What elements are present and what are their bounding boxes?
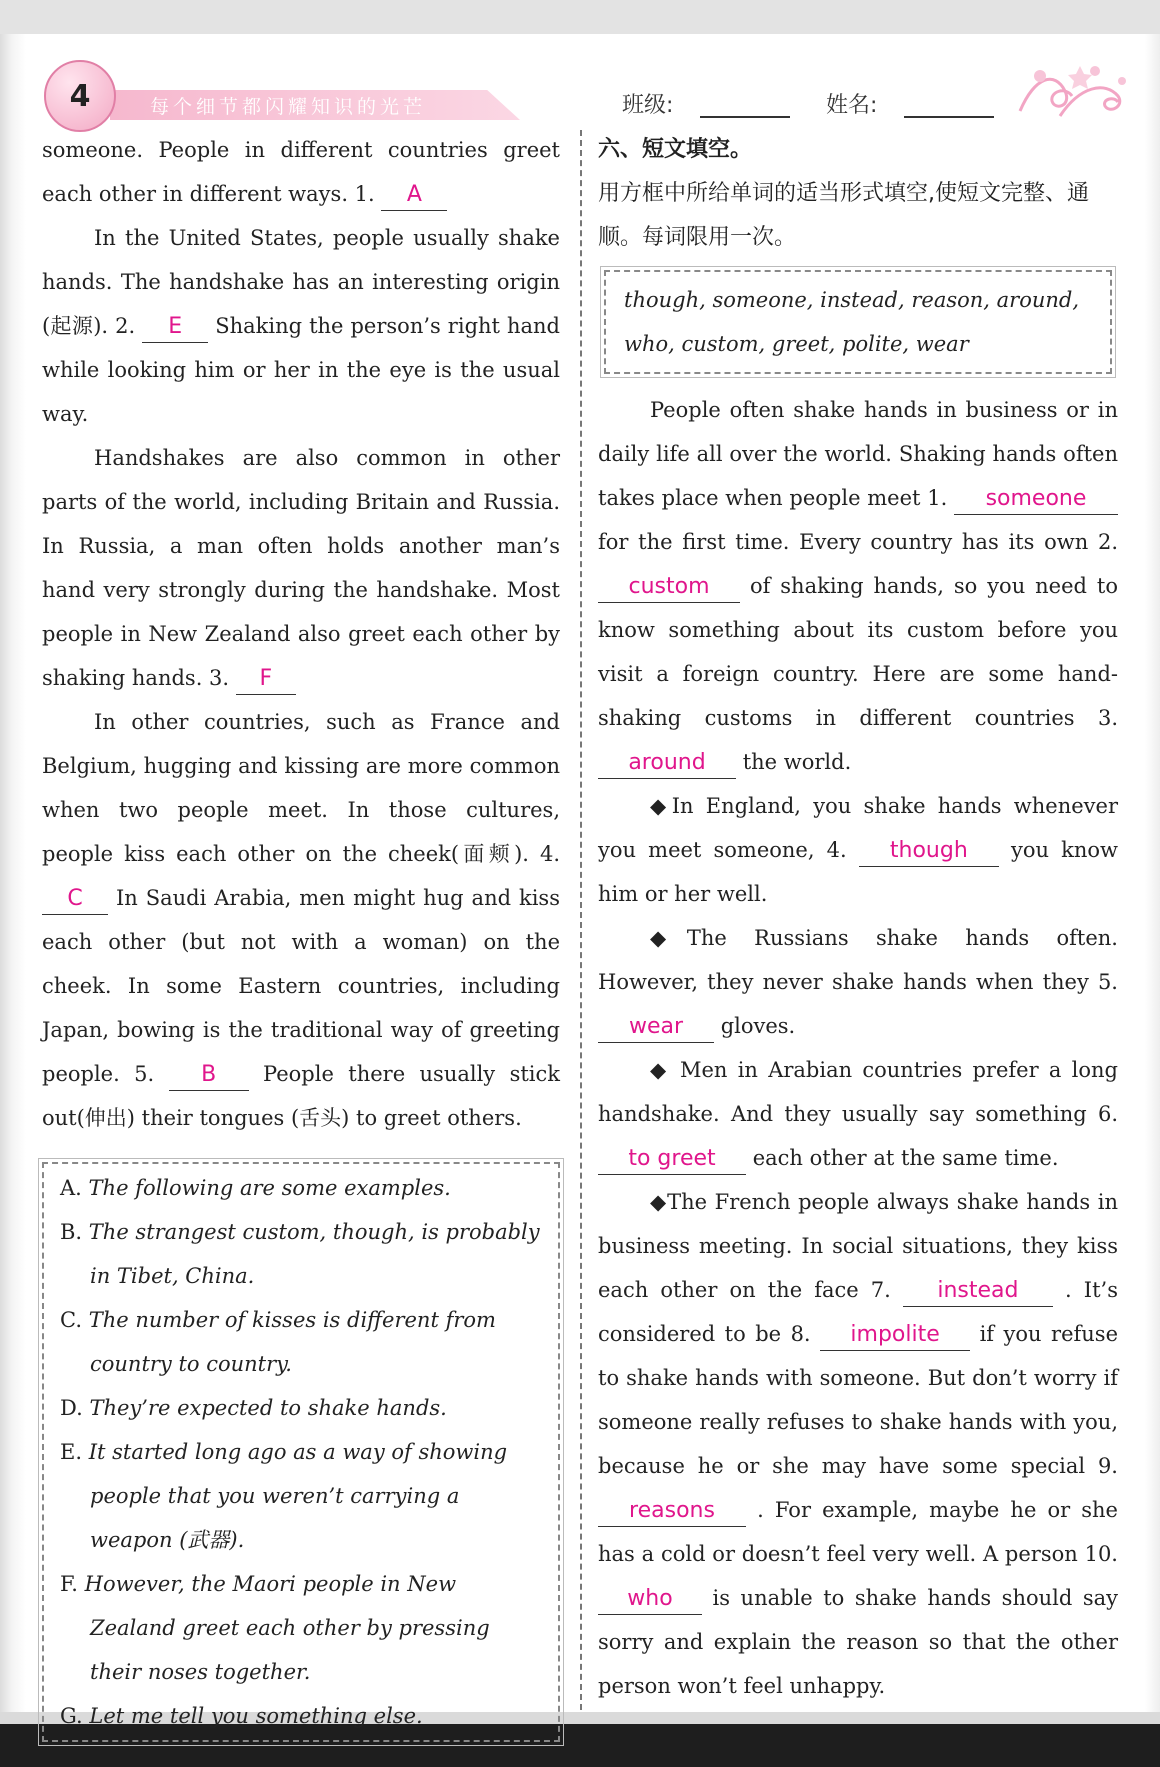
option-e: E. It started long ago as a way of showing people that you weren’t carrying a weapon (武器). xyxy=(60,1440,508,1552)
slogan-text: 每个细节都闪耀知识的光芒 xyxy=(150,96,427,118)
column-divider xyxy=(580,130,582,1710)
answer-field-4[interactable]: though xyxy=(859,836,999,867)
answer-field-5[interactable]: wear xyxy=(598,1012,714,1043)
name-label: 姓名: xyxy=(826,93,878,118)
left-p3-text: Handshakes are also common in other parts of the world, including Britain and Russia. In Russia, a man often holds another man’s hand very strongly during the handshake. Most people in New Zealand also greet each other by shaking hands. 3. xyxy=(42,446,560,690)
r2-text-a: ◆In England, you shake hands whenever you meet someone, 4. xyxy=(598,794,1118,862)
name-field[interactable] xyxy=(904,116,994,118)
answer-field-1[interactable]: someone xyxy=(954,484,1118,515)
left-p1-text: someone. People in different countries greet each other in different ways. 1. xyxy=(42,138,560,206)
answer-blank-3[interactable]: F xyxy=(236,664,296,695)
answer-field-3[interactable]: around xyxy=(598,748,736,779)
left-paragraph-4 xyxy=(42,700,560,1140)
option-c: C. The number of kisses is different from country to country. xyxy=(60,1308,496,1376)
page-number: 4 xyxy=(44,60,116,132)
page-header xyxy=(0,50,1160,130)
top-margin xyxy=(0,0,1160,34)
answer-blank-1[interactable]: A xyxy=(381,180,447,211)
flourish-ornament-icon xyxy=(1010,56,1130,126)
answer-blank-4[interactable]: C xyxy=(42,884,108,915)
word-box xyxy=(604,270,1112,374)
left-p4-text-a: In other countries, such as France and Belgium, hugging and kissing are more common when two people meet. In those cultures, people kiss each other on the cheek(面颊). 4. xyxy=(42,710,560,866)
word-box-line-2: who, custom, greet, polite, wear xyxy=(624,332,969,356)
answer-field-10[interactable]: who xyxy=(598,1584,702,1615)
instruction-text: 用方框中所给单词的适当形式填空,使短文完整、通顺。每词限用一次。 xyxy=(598,181,1089,250)
answer-field-2[interactable]: custom xyxy=(598,572,740,603)
left-p2-text-a: In the United States, people usually shake hands. The handshake has an interesting origin (起源). 2. xyxy=(42,226,560,338)
r5-text-a: ◆The French people always shake hands in business meeting. In social situations, they kiss each other on the face 7. xyxy=(598,1190,1118,1302)
answer-field-7[interactable]: instead xyxy=(903,1276,1053,1307)
r5-text-e: is unable to shake hands should say sorry and explain the reason so that the other person won’t feel unhappy. xyxy=(598,1586,1118,1698)
r1-text-b: for the first time. Every country has its own 2. xyxy=(598,530,1118,554)
word-box-line-1: though, someone, instead, reason, around, xyxy=(624,288,1080,312)
class-field[interactable] xyxy=(700,116,790,118)
r3-text-b: gloves. xyxy=(720,1014,796,1038)
answer-field-6[interactable]: to greet xyxy=(598,1144,746,1175)
options-box xyxy=(42,1162,560,1742)
right-paragraph-5 xyxy=(598,1180,1118,1708)
section-title: 六、短文填空。 xyxy=(598,137,753,162)
left-column xyxy=(42,128,560,1742)
right-column xyxy=(598,128,1118,1708)
answer-field-8[interactable]: impolite xyxy=(820,1320,970,1351)
r3-text-a: ◆The Russians shake hands often. However, they never shake hands when they 5. xyxy=(598,926,1118,994)
left-paragraph-3 xyxy=(42,436,560,700)
left-paragraph-2 xyxy=(42,216,560,436)
option-a: A. The following are some examples. xyxy=(60,1176,451,1200)
r5-text-d: . For example, maybe he or she has a cold or doesn’t feel very well. A person 10. xyxy=(598,1498,1118,1566)
option-f: F. However, the Maori people in New Zealand greet each other by pressing their noses together. xyxy=(60,1572,490,1684)
r1-text-c: of shaking hands, so you need to know something about its custom before you visit a foreign country. Here are some hand-shaking customs in different countries 3. xyxy=(598,574,1118,730)
right-paragraph-1 xyxy=(598,388,1118,784)
option-b: B. The strangest custom, though, is probably in Tibet, China. xyxy=(60,1220,540,1288)
r4-text-b: each other at the same time. xyxy=(752,1146,1059,1170)
left-p4-text-b: In Saudi Arabia, men might hug and kiss each other (but not with a woman) on the cheek. In some Eastern countries, including Japan, bowing is the traditional way of greeting people. 5. xyxy=(42,886,560,1086)
option-d: D. They’re expected to shake hands. xyxy=(60,1396,447,1420)
r2-text-b: you know him or her well. xyxy=(598,838,1118,906)
left-p2-text-b: Shaking the person’s right hand while looking him or her in the eye is the usual way. xyxy=(42,314,561,426)
answer-field-9[interactable]: reasons xyxy=(598,1496,746,1527)
r1-text-a: People often shake hands in business or in daily life all over the world. Shaking hands often takes place when people meet 1. xyxy=(598,398,1118,510)
right-paragraph-3 xyxy=(598,916,1118,1048)
class-label: 班级: xyxy=(622,93,674,118)
r5-text-c: if you refuse to shake hands with someone. But don’t worry if someone really refuses to shake hands with you, because he or she may have some special 9. xyxy=(598,1322,1119,1478)
option-g: G. Let me tell you something else. xyxy=(60,1704,423,1728)
left-paragraph-1 xyxy=(42,128,560,216)
r4-text-a: ◆ Men in Arabian countries prefer a long handshake. And they usually say something 6. xyxy=(598,1058,1118,1126)
right-paragraph-2 xyxy=(598,784,1118,916)
r1-text-d: the world. xyxy=(742,750,852,774)
right-paragraph-4 xyxy=(598,1048,1118,1180)
answer-blank-5[interactable]: B xyxy=(169,1060,249,1091)
r5-text-b: . It’s considered to be 8. xyxy=(598,1278,1118,1346)
answer-blank-2[interactable]: E xyxy=(142,312,208,343)
left-p4-text-c: People there usually stick out(伸出) their tongues (舌头) to greet others. xyxy=(42,1062,560,1130)
